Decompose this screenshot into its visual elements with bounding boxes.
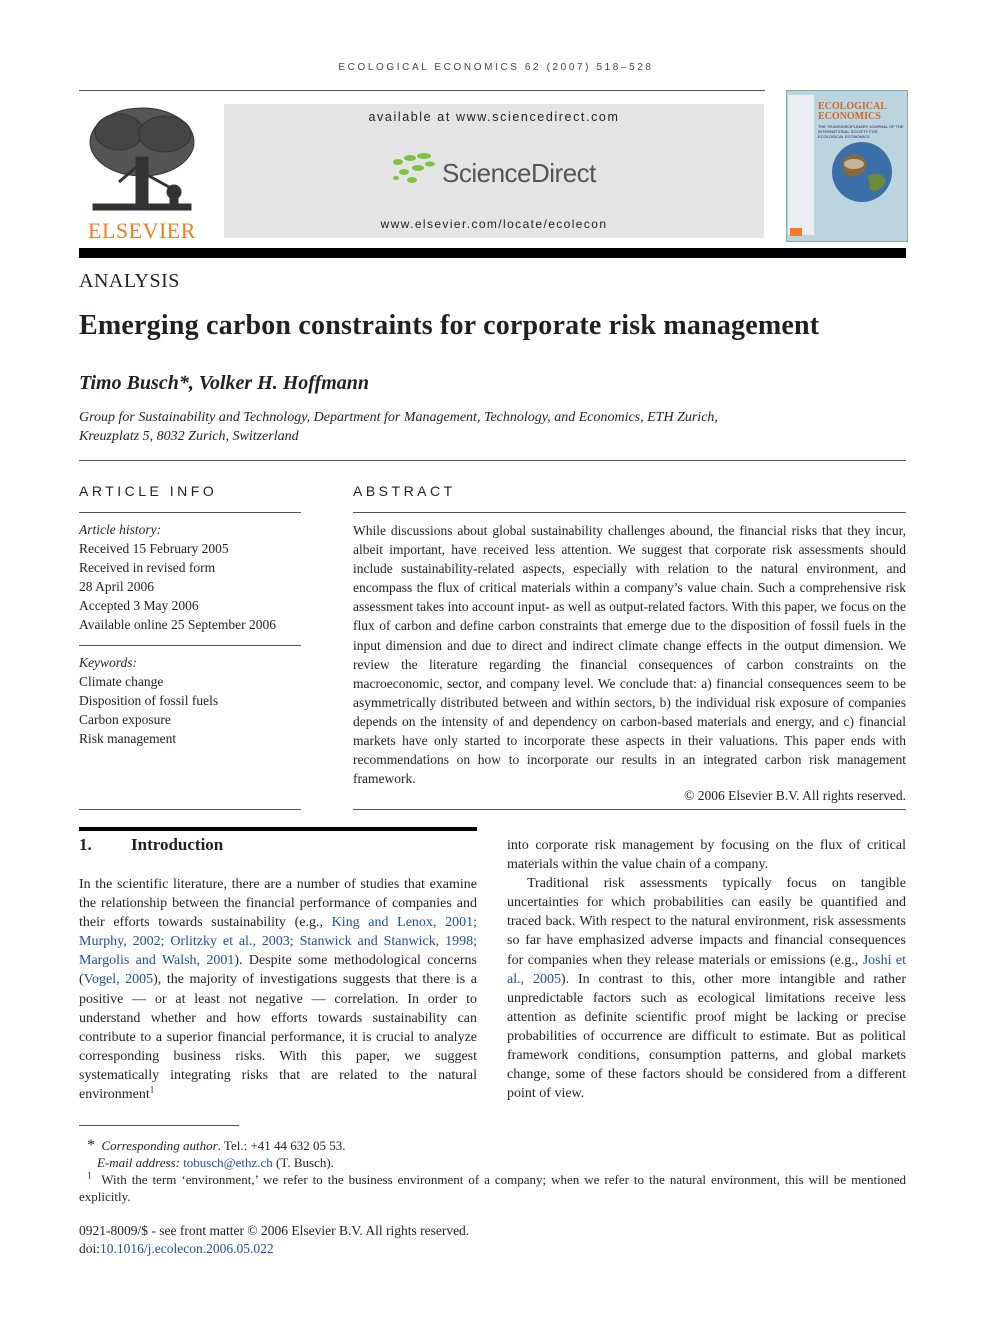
- abstract-copyright: © 2006 Elsevier B.V. All rights reserved.: [684, 788, 906, 803]
- footnote-mark[interactable]: 1: [149, 1084, 155, 1095]
- keyword-item: Risk management: [79, 731, 177, 746]
- text-span: Traditional risk assessments typically focus on tangible uncertainties for which probabilities can easily be quantified and traced back. With respect to the natural environment, risk assessments so far have emphasized adverse impacts and financial consequences for companies when they release materials or emissions (e.g.,: [507, 876, 906, 968]
- footnote-number: 1: [87, 1170, 92, 1181]
- footnote-rule: [79, 1125, 239, 1126]
- corresponding-label: Corresponding author: [101, 1138, 218, 1153]
- sciencedirect-availability: available at www.sciencedirect.com: [368, 110, 620, 124]
- doi-line: [79, 1240, 469, 1258]
- affiliation-line: Group for Sustainability and Technology, Department for Management, Technology, and Economics, ETH Zurich,: [79, 410, 718, 425]
- affiliation: [79, 408, 839, 446]
- footnotes: [79, 1137, 906, 1205]
- history-item: Accepted 3 May 2006: [79, 598, 199, 613]
- text-span: ). In contrast to this, other more intangible and rather unpredictable factors such as ecological limitations receive less attention as definite scientific proof might be lacking or precise probabilities of occurrence are difficult to estimate. But as political framework conditions, consumption patterns, and global markets change, some of these factors should be considered from a different point of view.: [507, 971, 906, 1102]
- abstract-heading: ABSTRACT: [353, 483, 456, 499]
- article-title: Emerging carbon constraints for corporate risk management: [79, 310, 820, 341]
- text-span: In the scientific literature, there are a number of studies that examine the relationship between the financial performance of companies and their efforts towards sustainability (e.g.,: [79, 877, 477, 931]
- doi-label: doi:: [79, 1240, 101, 1256]
- issn-block: [79, 1222, 469, 1257]
- cover-elsevier-mark: [790, 228, 802, 236]
- cover-strip: [788, 95, 814, 235]
- affiliation-line: Kreuzplatz 5, 8032 Zurich, Switzerland: [79, 429, 299, 444]
- history-label: Article history:: [79, 522, 162, 537]
- section-heading: [79, 835, 223, 855]
- masthead-bar: [79, 248, 906, 258]
- paragraph: [507, 874, 906, 1103]
- issn-line: 0921-8009/$ - see front matter © 2006 Elsevier B.V. All rights reserved.: [79, 1223, 470, 1238]
- journal-url[interactable]: www.elsevier.com/locate/ecolecon: [380, 217, 608, 231]
- doi-link[interactable]: 10.1016/j.ecolecon.2006.05.022: [100, 1240, 274, 1256]
- divider: [353, 809, 906, 810]
- divider: [79, 809, 301, 810]
- email-after: (T. Busch).: [272, 1155, 334, 1170]
- keyword-item: Disposition of fossil fuels: [79, 693, 219, 708]
- history-item: Available online 25 September 2006: [79, 617, 276, 632]
- citation-link[interactable]: Vogel, 2005: [83, 972, 154, 988]
- star-mark: *: [87, 1137, 95, 1154]
- sciencedirect-logo-text: ScienceDirect: [442, 158, 596, 188]
- section-number: 1.: [79, 835, 92, 854]
- authors: Timo Busch*, Volker H. Hoffmann: [79, 372, 370, 394]
- history-item: Received 15 February 2005: [79, 541, 229, 556]
- history-item: 28 April 2006: [79, 579, 155, 594]
- cover-title: ECOLOGICAL ECONOMICS: [818, 101, 887, 122]
- sciencedirect-leaf-icon: [390, 150, 440, 186]
- section-label: ANALYSIS: [79, 270, 180, 292]
- footnote-1: [79, 1171, 906, 1205]
- cover-subtitle: THE TRANSDISCIPLINARY JOURNAL OF THE INTERNATIONAL SOCIETY FOR ECOLOGICAL ECONOMICS: [818, 124, 904, 139]
- article-info-heading: ARTICLE INFO: [79, 483, 218, 499]
- globe-icon: [820, 140, 904, 204]
- divider: [79, 645, 301, 646]
- divider: [79, 460, 906, 461]
- keywords-label: Keywords:: [79, 655, 137, 670]
- header-rule: [79, 90, 765, 91]
- abstract-text: While discussions about global sustainability challenges abound, the financial risks that they incur, albeit important, have received less attention. We suggest that corporate risk assessments should include sustainability-related aspects, especially with relation to the natural environment, and encompass the flux of critical materials within a company’s value chain. Such a comprehensive risk assessment takes into account input- as well as output-related factors. With this paper, we focus on the flux of carbon and define carbon constraints that emerge due to the disposition of fossil fuels in the input dimension and due to direct and indirect climate change effects in the output dimension. We review the literature regarding the financial consequences of carbon constraints on the macroeconomic, sector, and company level. We conclude that: a) financial consequences seem to be asymmetrically distributed between and within sectors, b) the individual risk exposure of companies depends on the intensity of and dependency on carbon-based materials and energy, and c) financial markets have only started to incorporate these aspects in their valuations. This paper ends with recommendations on how to incorporate our results in an integrated carbon risk management framework.: [353, 523, 906, 787]
- history-item: Received in revised form: [79, 560, 216, 575]
- paragraph: [79, 875, 477, 1104]
- email-link[interactable]: tobusch@ethz.ch: [183, 1155, 273, 1170]
- keyword-item: Climate change: [79, 674, 164, 689]
- article-history: [79, 520, 301, 634]
- body-column-left: [79, 875, 477, 1104]
- running-header: ECOLOGICAL ECONOMICS 62 (2007) 518–528: [338, 62, 654, 73]
- footnote-email: [79, 1154, 906, 1171]
- text-span: ), the majority of investigations suggests that there is a positive — or at least not negative — correlation. In order to understand whether and how efforts towards sustainability can contribute to a superior financial performance, it is crucial to analyze corresponding business risks. With this paper, we suggest systematically integrating risks that are related to the natural environment: [79, 972, 477, 1103]
- elsevier-wordmark: ELSEVIER: [88, 218, 196, 243]
- divider: [353, 512, 906, 513]
- citation-link[interactable]: King and Lenox, 2001; Murphy, 2002; Orlitzky et al., 2003; Stanwick and Stanwick, 1998; Margolis and Walsh, 2001: [79, 915, 477, 969]
- citation-link[interactable]: Joshi et al., 2005: [507, 952, 906, 987]
- body-column-right: [507, 836, 906, 1103]
- keyword-item: Carbon exposure: [79, 712, 171, 727]
- divider: [79, 512, 301, 513]
- corresponding-text: . Tel.: +41 44 632 05 53.: [217, 1138, 346, 1153]
- footnote-text: With the term ‘environment,’ we refer to the business environment of a company; when we refer to the natural environment, this will be mentioned explicitly.: [79, 1172, 906, 1204]
- section-rule: [79, 827, 477, 831]
- footnote-corresponding: [79, 1137, 906, 1154]
- section-title: Introduction: [131, 835, 224, 854]
- paragraph: into corporate risk management by focusing on the flux of critical materials within the value chain of a company.: [507, 838, 906, 873]
- email-label: E-mail address:: [97, 1155, 180, 1170]
- keywords: [79, 653, 301, 748]
- text-span: ). Despite some methodological concerns (: [79, 953, 478, 988]
